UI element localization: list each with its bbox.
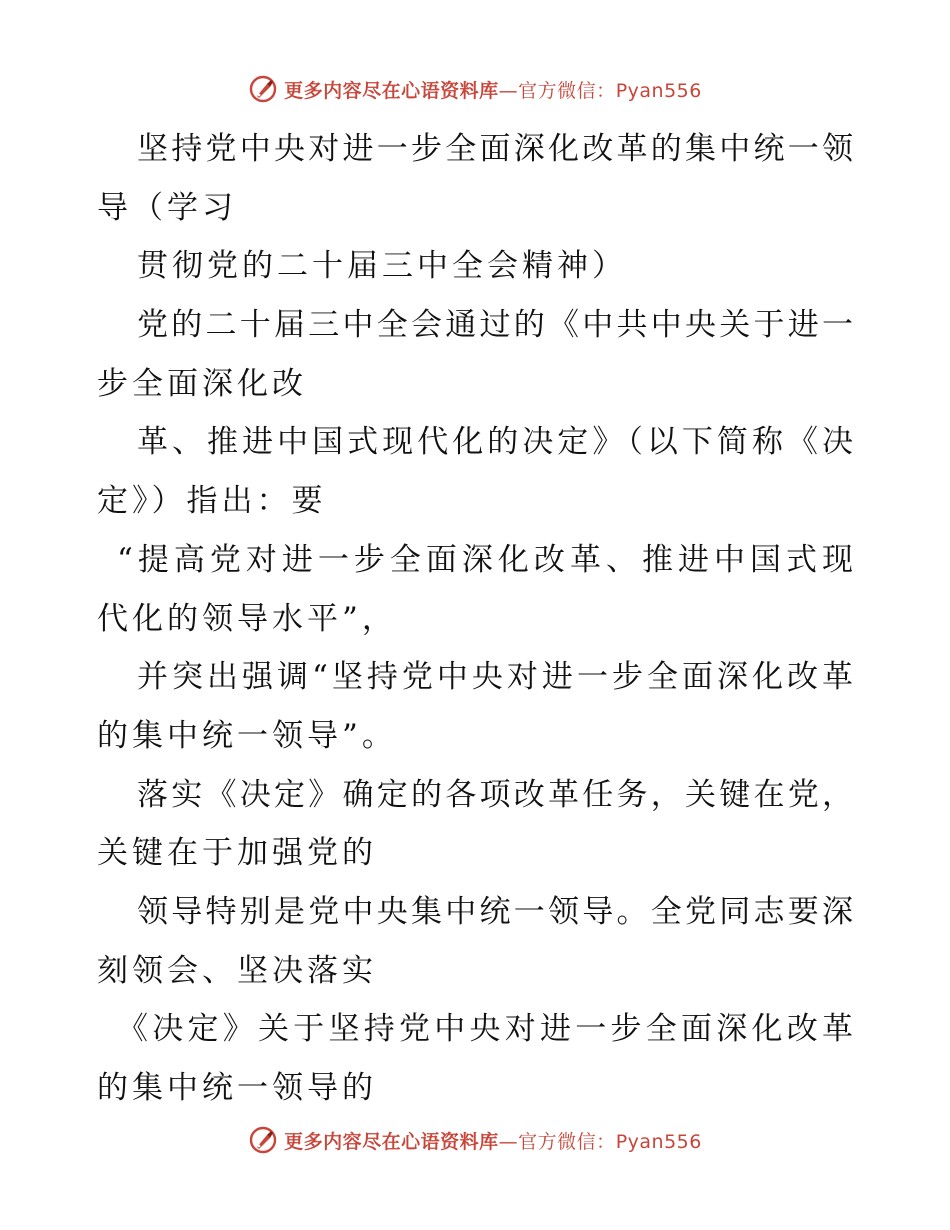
body-line-8: “提高党对进一步全面深化改革、推进中国式现 <box>117 541 853 578</box>
footer-separator: — <box>498 1130 519 1153</box>
pen-nib-logo-icon <box>248 1125 278 1155</box>
pen-nib-logo-icon <box>248 74 278 104</box>
body-line-14: 领导特别是党中央集中统一领导。全党同志要深 <box>137 893 853 930</box>
footer-brand: 更多内容尽在心语资料库 <box>284 1130 499 1153</box>
footer-banner <box>0 1123 950 1157</box>
header-banner-text <box>284 76 702 103</box>
body-line-2: 导（学习 <box>97 189 237 226</box>
document-body <box>97 120 853 1118</box>
footer-wechat-id: Pyan556 <box>615 1130 702 1153</box>
header-wechat-id: Pyan556 <box>615 79 702 102</box>
body-line-7: 定》）指出：要 <box>97 483 327 520</box>
body-line-4: 党的二十届三中全会通过的《中共中央关于进一 <box>137 307 853 344</box>
body-line-6: 革、推进中国式现代化的决定》（以下简称《决 <box>137 424 853 461</box>
footer-banner-text <box>284 1127 702 1154</box>
header-banner <box>0 72 950 106</box>
header-wechat-label: 官方微信： <box>518 79 616 102</box>
header-separator: — <box>498 79 519 102</box>
body-line-3: 贯彻党的二十届三中全会精神） <box>137 248 627 285</box>
footer-wechat-label: 官方微信： <box>518 1130 616 1153</box>
body-line-15: 刻领会、坚决落实 <box>97 952 377 989</box>
body-line-1: 坚持党中央对进一步全面深化改革的集中统一领 <box>137 131 853 167</box>
body-line-12: 落实《决定》确定的各项改革任务，关键在党， <box>137 776 853 813</box>
body-line-13: 关键在于加强党的 <box>97 835 377 872</box>
body-line-16: 《决定》关于坚持党中央对进一步全面深化改革 <box>117 1011 853 1048</box>
body-line-10: 并突出强调“坚持党中央对进一步全面深化改革 <box>137 659 853 696</box>
body-line-17: 的集中统一领导的 <box>97 1070 377 1106</box>
body-line-5: 步全面深化改 <box>97 365 307 402</box>
body-line-11: 的集中统一领导”。 <box>97 717 397 754</box>
header-brand: 更多内容尽在心语资料库 <box>284 79 499 102</box>
body-line-9: 代化的领导水平”， <box>97 600 397 637</box>
